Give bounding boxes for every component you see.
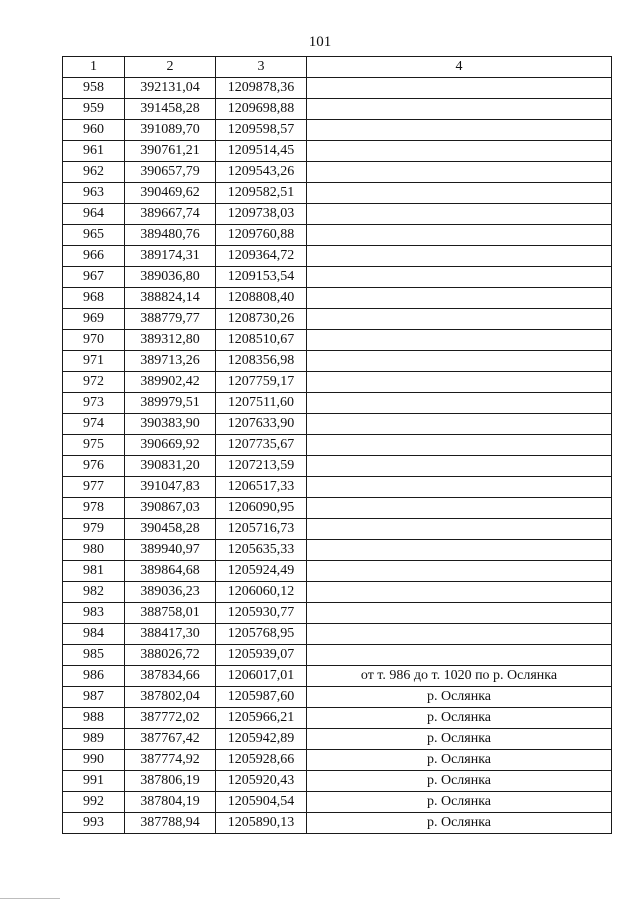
description-cell: р. Ослянка [307,792,612,813]
x-coordinate-cell: 390469,62 [125,183,216,204]
description-cell: от т. 986 до т. 1020 по р. Ослянка [307,666,612,687]
x-coordinate-cell: 389902,42 [125,372,216,393]
table-row [63,477,612,498]
description-cell [307,372,612,393]
y-coordinate-cell: 1208730,26 [216,309,307,330]
table-row [63,729,612,750]
x-coordinate-cell: 390383,90 [125,414,216,435]
y-coordinate-cell: 1205768,95 [216,624,307,645]
y-coordinate-cell: 1209543,26 [216,162,307,183]
x-coordinate-cell: 390669,92 [125,435,216,456]
table-header-row [63,57,612,78]
x-coordinate-cell: 387772,02 [125,708,216,729]
y-coordinate-cell: 1205928,66 [216,750,307,771]
x-coordinate-cell: 391089,70 [125,120,216,141]
point-number-cell: 974 [63,414,125,435]
point-number-cell: 982 [63,582,125,603]
description-cell [307,162,612,183]
y-coordinate-cell: 1209153,54 [216,267,307,288]
y-coordinate-cell: 1209698,88 [216,99,307,120]
table-row [63,351,612,372]
x-coordinate-cell: 388779,77 [125,309,216,330]
description-cell [307,99,612,120]
table-body [63,78,612,834]
description-cell [307,309,612,330]
table-row [63,456,612,477]
y-coordinate-cell: 1208808,40 [216,288,307,309]
table-row [63,645,612,666]
table-row [63,393,612,414]
y-coordinate-cell: 1207511,60 [216,393,307,414]
y-coordinate-cell: 1205890,13 [216,813,307,834]
table-row [63,372,612,393]
table-row [63,120,612,141]
x-coordinate-cell: 390867,03 [125,498,216,519]
y-coordinate-cell: 1206017,01 [216,666,307,687]
table-row [63,288,612,309]
table-row [63,771,612,792]
table-row [63,750,612,771]
description-cell: р. Ослянка [307,729,612,750]
point-number-cell: 990 [63,750,125,771]
point-number-cell: 983 [63,603,125,624]
description-cell [307,267,612,288]
point-number-cell: 975 [63,435,125,456]
y-coordinate-cell: 1209760,88 [216,225,307,246]
y-coordinate-cell: 1205942,89 [216,729,307,750]
table-row [63,99,612,120]
x-coordinate-cell: 390831,20 [125,456,216,477]
point-number-cell: 972 [63,372,125,393]
description-cell [307,204,612,225]
point-number-cell: 991 [63,771,125,792]
x-coordinate-cell: 391047,83 [125,477,216,498]
description-cell: р. Ослянка [307,750,612,771]
y-coordinate-cell: 1205635,33 [216,540,307,561]
coordinates-table [62,56,612,834]
description-cell [307,330,612,351]
description-cell [307,561,612,582]
x-coordinate-cell: 389713,26 [125,351,216,372]
x-coordinate-cell: 389940,97 [125,540,216,561]
table-row [63,561,612,582]
y-coordinate-cell: 1206517,33 [216,477,307,498]
point-number-cell: 970 [63,330,125,351]
y-coordinate-cell: 1208356,98 [216,351,307,372]
y-coordinate-cell: 1205904,54 [216,792,307,813]
description-cell [307,393,612,414]
point-number-cell: 992 [63,792,125,813]
y-coordinate-cell: 1205987,60 [216,687,307,708]
description-cell: р. Ослянка [307,813,612,834]
x-coordinate-cell: 389174,31 [125,246,216,267]
point-number-cell: 959 [63,99,125,120]
x-coordinate-cell: 387788,94 [125,813,216,834]
description-cell [307,183,612,204]
x-coordinate-cell: 387774,92 [125,750,216,771]
table-row [63,141,612,162]
table-row [63,435,612,456]
table-row [63,582,612,603]
table-row [63,225,612,246]
table-row [63,204,612,225]
description-cell [307,582,612,603]
table-row [63,687,612,708]
description-cell: р. Ослянка [307,771,612,792]
x-coordinate-cell: 388026,72 [125,645,216,666]
table-row [63,330,612,351]
x-coordinate-cell: 392131,04 [125,78,216,99]
y-coordinate-cell: 1205966,21 [216,708,307,729]
point-number-cell: 962 [63,162,125,183]
y-coordinate-cell: 1209738,03 [216,204,307,225]
table-row [63,162,612,183]
table-row [63,78,612,99]
x-coordinate-cell: 390761,21 [125,141,216,162]
x-coordinate-cell: 389667,74 [125,204,216,225]
y-coordinate-cell: 1209878,36 [216,78,307,99]
table-row [63,603,612,624]
description-cell [307,540,612,561]
table-row [63,708,612,729]
description-cell [307,477,612,498]
x-coordinate-cell: 388417,30 [125,624,216,645]
table-row [63,540,612,561]
point-number-cell: 966 [63,246,125,267]
point-number-cell: 963 [63,183,125,204]
y-coordinate-cell: 1209514,45 [216,141,307,162]
point-number-cell: 978 [63,498,125,519]
description-cell [307,603,612,624]
y-coordinate-cell: 1207633,90 [216,414,307,435]
x-coordinate-cell: 389036,23 [125,582,216,603]
description-cell [307,120,612,141]
point-number-cell: 961 [63,141,125,162]
table-row [63,267,612,288]
description-cell [307,141,612,162]
table-row [63,813,612,834]
table-row [63,624,612,645]
description-cell [307,288,612,309]
point-number-cell: 960 [63,120,125,141]
y-coordinate-cell: 1209598,57 [216,120,307,141]
y-coordinate-cell: 1206090,95 [216,498,307,519]
point-number-cell: 958 [63,78,125,99]
description-cell [307,225,612,246]
description-cell [307,351,612,372]
x-coordinate-cell: 387804,19 [125,792,216,813]
table-row [63,414,612,435]
y-coordinate-cell: 1207213,59 [216,456,307,477]
column-header-1: 1 [63,57,125,78]
x-coordinate-cell: 388824,14 [125,288,216,309]
table-row [63,498,612,519]
x-coordinate-cell: 389864,68 [125,561,216,582]
y-coordinate-cell: 1205920,43 [216,771,307,792]
point-number-cell: 965 [63,225,125,246]
point-number-cell: 988 [63,708,125,729]
y-coordinate-cell: 1206060,12 [216,582,307,603]
point-number-cell: 969 [63,309,125,330]
table-row [63,792,612,813]
point-number-cell: 984 [63,624,125,645]
column-header-2: 2 [125,57,216,78]
point-number-cell: 973 [63,393,125,414]
point-number-cell: 993 [63,813,125,834]
table-row [63,246,612,267]
point-number-cell: 976 [63,456,125,477]
x-coordinate-cell: 389036,80 [125,267,216,288]
y-coordinate-cell: 1205930,77 [216,603,307,624]
y-coordinate-cell: 1205716,73 [216,519,307,540]
y-coordinate-cell: 1205924,49 [216,561,307,582]
x-coordinate-cell: 390458,28 [125,519,216,540]
x-coordinate-cell: 387806,19 [125,771,216,792]
point-number-cell: 986 [63,666,125,687]
page-number: 101 [308,34,332,50]
description-cell [307,414,612,435]
table-row [63,519,612,540]
point-number-cell: 967 [63,267,125,288]
point-number-cell: 964 [63,204,125,225]
x-coordinate-cell: 387767,42 [125,729,216,750]
y-coordinate-cell: 1209582,51 [216,183,307,204]
y-coordinate-cell: 1208510,67 [216,330,307,351]
point-number-cell: 977 [63,477,125,498]
x-coordinate-cell: 387834,66 [125,666,216,687]
x-coordinate-cell: 389312,80 [125,330,216,351]
point-number-cell: 987 [63,687,125,708]
x-coordinate-cell: 389480,76 [125,225,216,246]
description-cell [307,498,612,519]
table-row [63,183,612,204]
description-cell [307,624,612,645]
column-header-4: 4 [307,57,612,78]
y-coordinate-cell: 1207735,67 [216,435,307,456]
point-number-cell: 981 [63,561,125,582]
column-header-3: 3 [216,57,307,78]
point-number-cell: 968 [63,288,125,309]
description-cell [307,519,612,540]
y-coordinate-cell: 1207759,17 [216,372,307,393]
description-cell [307,645,612,666]
y-coordinate-cell: 1205939,07 [216,645,307,666]
scan-edge-mark [0,898,60,905]
point-number-cell: 989 [63,729,125,750]
description-cell: р. Ослянка [307,708,612,729]
x-coordinate-cell: 391458,28 [125,99,216,120]
x-coordinate-cell: 388758,01 [125,603,216,624]
description-cell [307,456,612,477]
point-number-cell: 980 [63,540,125,561]
point-number-cell: 985 [63,645,125,666]
point-number-cell: 979 [63,519,125,540]
description-cell [307,78,612,99]
description-cell [307,435,612,456]
point-number-cell: 971 [63,351,125,372]
y-coordinate-cell: 1209364,72 [216,246,307,267]
x-coordinate-cell: 387802,04 [125,687,216,708]
description-cell: р. Ослянка [307,687,612,708]
x-coordinate-cell: 389979,51 [125,393,216,414]
x-coordinate-cell: 390657,79 [125,162,216,183]
description-cell [307,246,612,267]
table-row [63,666,612,687]
table-row [63,309,612,330]
